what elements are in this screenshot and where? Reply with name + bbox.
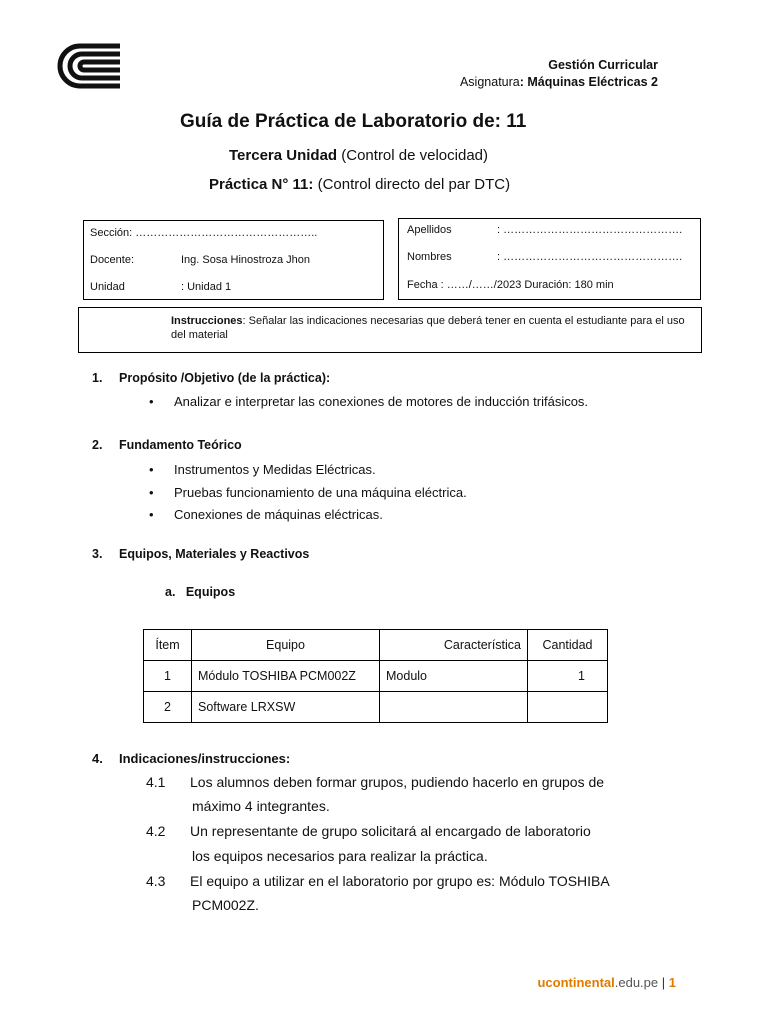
section-2-title: Fundamento Teórico — [119, 438, 242, 452]
instruction-line: Un representante de grupo solicitará al encargado de laboratorio — [190, 823, 591, 839]
table-cell: Módulo TOSHIBA PCM002Z — [192, 661, 380, 692]
section-3-sub: a. Equipos — [165, 585, 236, 599]
table-header: Ítem — [144, 630, 192, 661]
unidad-value: : Unidad 1 — [181, 281, 232, 293]
apellidos-label: Apellidos — [407, 224, 452, 236]
section-4-number: 4. — [92, 751, 103, 766]
unidad-label: Unidad — [90, 281, 125, 293]
table-header: Equipo — [192, 630, 380, 661]
page-title: Guía de Práctica de Laboratorio de: 11 — [180, 111, 527, 132]
bullet-icon: • — [149, 507, 154, 522]
section-4-title: Indicaciones/instrucciones: — [119, 751, 291, 766]
bullet-icon: • — [149, 485, 154, 500]
table-header: Cantidad — [528, 630, 608, 661]
instructions-text — [171, 314, 696, 342]
apellidos-value: : …………………………………………. — [497, 224, 683, 236]
info-left-box — [83, 220, 384, 300]
table-cell — [528, 692, 608, 723]
instruction-line: los equipos necesarios para realizar la práctica. — [192, 848, 488, 864]
table-cell: Modulo — [380, 661, 528, 692]
section-2-bullet — [149, 507, 383, 522]
page-number: 1 — [668, 975, 676, 990]
section-1-bullet — [149, 394, 589, 409]
table-row — [144, 661, 608, 692]
continental-logo-icon — [54, 42, 122, 90]
header-curricular: Gestión Curricular — [548, 58, 658, 72]
nombres-label: Nombres — [407, 251, 452, 263]
header-subject: Asignatura: Máquinas Eléctricas 2 — [459, 75, 658, 89]
docente-label: Docente: — [90, 254, 135, 266]
section-3-title: Equipos, Materiales y Reactivos — [119, 547, 310, 561]
info-right-box — [398, 218, 701, 300]
header-subject-label: Asignatura — [459, 75, 520, 89]
bullet-text: Instrumentos y Medidas Eléctricas. — [174, 462, 376, 477]
bullet-icon: • — [149, 394, 154, 409]
bullet-icon: • — [149, 462, 154, 477]
instructions-body: : Señalar las indicaciones necesarias que deberá tener en cuenta el estudiante para el uso del material — [171, 315, 685, 341]
table-cell — [380, 692, 528, 723]
bullet-text: Analizar e interpretar las conexiones de motores de inducción trifásicos. — [174, 394, 589, 409]
table-cell: Software LRXSW — [192, 692, 380, 723]
section-2-number: 2. — [92, 438, 103, 452]
instruction-line: Los alumnos deben formar grupos, pudiendo hacerlo en grupos de — [190, 774, 605, 790]
table-cell: 1 — [528, 661, 608, 692]
instruction-number: 4.3 — [146, 873, 166, 889]
table-cell: 2 — [144, 692, 192, 723]
section-1-title: Propósito /Objetivo (de la práctica): — [119, 371, 331, 385]
instruction-line: PCM002Z. — [192, 897, 259, 913]
instructions-label: Instrucciones — [171, 315, 243, 327]
unit-line — [229, 147, 488, 164]
section-1-number: 1. — [92, 371, 103, 385]
table-header: Característica — [380, 630, 528, 661]
practice-desc: (Control directo del par DTC) — [313, 176, 511, 193]
section-2-bullet — [149, 462, 376, 477]
bullet-text: Conexiones de máquinas eléctricas. — [174, 507, 383, 522]
section-2-bullet — [149, 485, 467, 500]
fecha-duration: Fecha : ……/……/2023 Duración: 180 min — [407, 279, 614, 291]
practice-line — [209, 176, 510, 193]
bullet-text: Pruebas funcionamiento de una máquina eléctrica. — [174, 485, 467, 500]
section-3-number: 3. — [92, 547, 103, 561]
instruction-number: 4.1 — [146, 774, 166, 790]
seccion-field: Sección: ………………………………………….. — [90, 227, 318, 239]
table-row — [144, 692, 608, 723]
header-subject-value: Máquinas Eléctricas 2 — [527, 75, 658, 89]
unit-label: Tercera Unidad — [229, 147, 338, 164]
practice-label: Práctica N° 11: — [209, 176, 314, 193]
docente-value: Ing. Sosa Hinostroza Jhon — [181, 254, 311, 266]
footer — [537, 975, 676, 990]
instruction-number: 4.2 — [146, 823, 166, 839]
equipment-table — [143, 629, 608, 723]
table-cell: 1 — [144, 661, 192, 692]
instruction-line: máximo 4 integrantes. — [192, 798, 330, 814]
footer-domain[interactable]: .edu.pe — [614, 975, 659, 990]
unit-desc: (Control de velocidad) — [337, 147, 489, 164]
footer-separator: | — [661, 975, 666, 990]
instruction-line: El equipo a utilizar en el laboratorio por grupo es: Módulo TOSHIBA — [190, 873, 610, 889]
footer-brand[interactable]: ucontinental — [537, 975, 615, 990]
instructions-box — [78, 307, 702, 353]
nombres-value: : …………………………………………. — [497, 251, 683, 263]
table-header-row — [144, 630, 608, 661]
